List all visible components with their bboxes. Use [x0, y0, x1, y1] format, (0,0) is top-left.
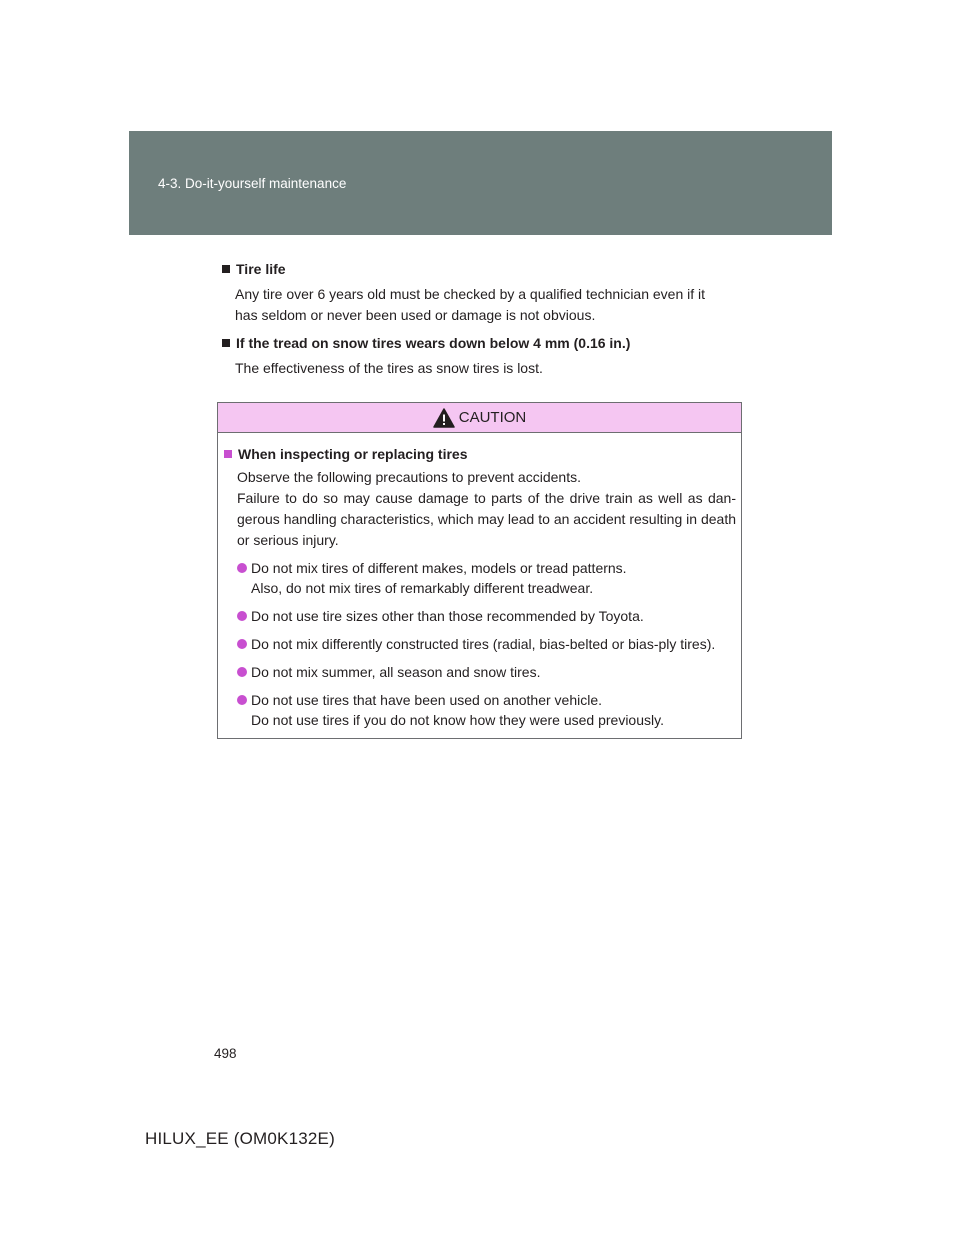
list-item: Do not mix summer, all season and snow tires. — [237, 662, 736, 682]
square-bullet-icon — [222, 265, 230, 273]
caution-box — [217, 402, 742, 739]
circle-bullet-icon — [237, 563, 247, 573]
page-number: 498 — [214, 1046, 237, 1061]
circle-bullet-icon — [237, 667, 247, 677]
note-body: The effectiveness of the tires as snow tires is lost. — [235, 360, 543, 376]
note-tire-life — [222, 260, 744, 326]
list-item: Do not mix tires of different makes, models or tread patterns. Also, do not mix tires of remarkably different treadwear. — [237, 558, 736, 598]
square-bullet-icon — [222, 339, 230, 347]
caution-header — [218, 403, 741, 433]
caution-heading: When inspecting or replacing tires — [238, 446, 468, 462]
circle-bullet-icon — [237, 695, 247, 705]
manual-code: HILUX_EE (OM0K132E) — [145, 1129, 335, 1148]
square-bullet-icon — [224, 450, 232, 458]
note-body: Any tire over 6 years old must be checked by a qualified technician even if it has seldom or never been used or damage is not obvious. — [235, 286, 706, 323]
caution-body — [218, 433, 741, 730]
notes-section — [222, 260, 744, 379]
list-item: Do not use tire sizes other than those recommended by Toyota. — [237, 606, 736, 626]
section-title: 4-3. Do-it-yourself maintenance — [158, 176, 347, 191]
circle-bullet-icon — [237, 611, 247, 621]
note-heading: If the tread on snow tires wears down below 4 mm (0.16 in.) — [236, 335, 631, 351]
note-snow-tires — [222, 334, 744, 379]
list-item: Do not use tires that have been used on another vehicle. Do not use tires if you do not know how they were used previously. — [237, 690, 736, 730]
note-heading: Tire life — [236, 261, 286, 277]
list-item: Do not mix differently constructed tires (radial, bias-belted or bias-ply tires). — [237, 634, 736, 654]
caution-intro: Observe the following precautions to prevent accidents. Failure to do so may cause damage to parts of the drive train as well as dan-gerous handling characteristics, which may lead to an accident resulting in death or serious injury. — [237, 469, 736, 548]
caution-label: CAUTION — [458, 409, 527, 426]
caution-precautions-list — [224, 558, 736, 730]
circle-bullet-icon — [237, 639, 247, 649]
warning-triangle-icon — [433, 408, 455, 428]
